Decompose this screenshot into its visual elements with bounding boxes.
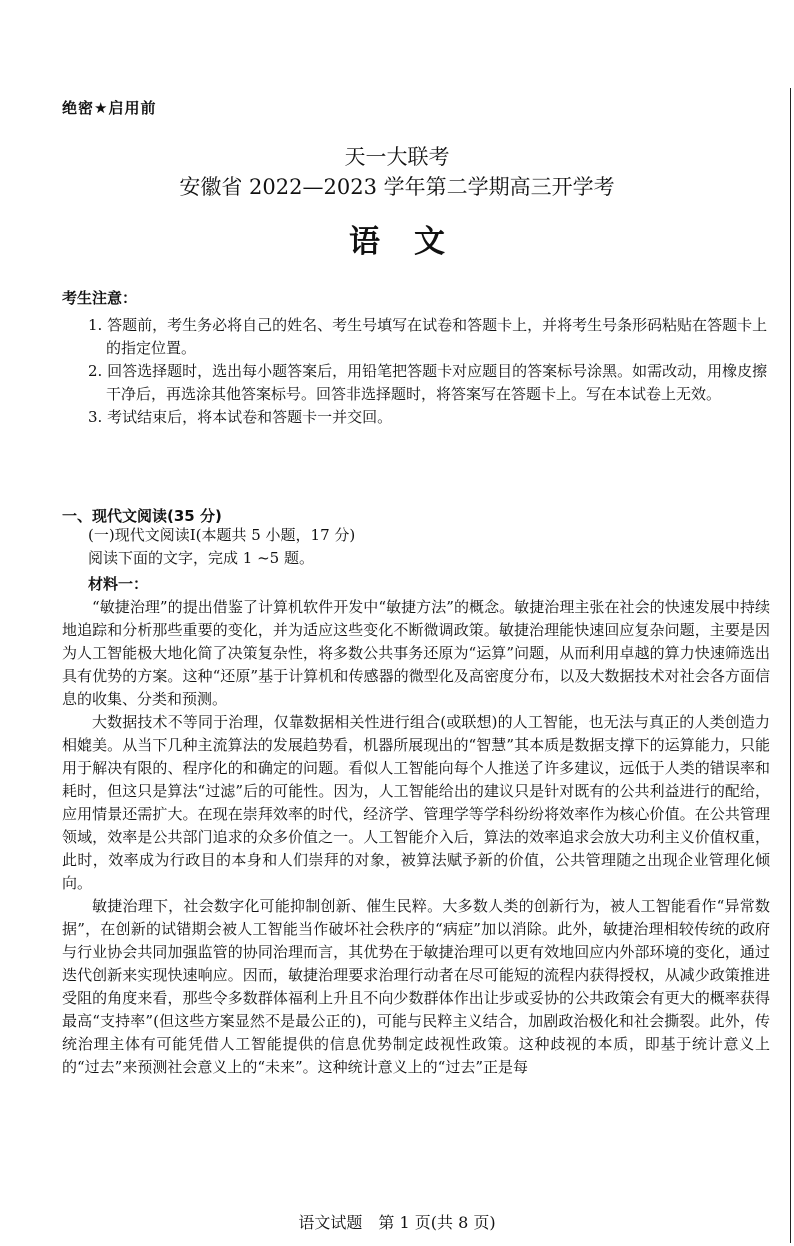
paragraph: 敏捷治理下，社会数字化可能抑制创新、催生民粹。大多数人类的创新行为，被人工智能看作“异常数据”，在创新的试错期会被人工智能当作破坏社会秩序的“病症”加以消除。此外，敏捷治理相较传统的政府与行业协会共同加强监管的协同治理而言，其优势在于敏捷治理可以更有效地回应内外部环境的变化，通过迭代创新来实现快速响应。因而，敏捷治理要求治理行动者在尽可能短的流程内获得授权，从减少政策推进受阻的角度来看，那些令多数群体福利上升且不向少数群体作出让步或妥协的公共政策会有更大的概率获得最高“支持率”(但这些方案显然不是最公正的)，可能与民粹主义结合，加剧政治极化和社会撕裂。此外，传统治理主体有可能凭借人工智能提供的信息优势制定歧视性政策。这种歧视的本质，即基于统计意义上的“过去”来预测社会意义上的“未来”。这种统计意义上的“过去”正是每	[62, 897, 770, 1076]
material-label: 材料一：	[88, 575, 149, 593]
section-title: 一、现代文阅读(35 分)	[62, 507, 222, 525]
notice-item: 1. 答题前，考生务必将自己的姓名、考生号填写在试卷和答题卡上，并将考生号条形码粘贴在答题卡上的指定位置。	[88, 316, 768, 357]
exam-organizer: 天一大联考	[344, 145, 450, 169]
reading-instruction: 阅读下面的文字，完成 1 ~5 题。	[88, 549, 314, 567]
subsection-title: (一)现代文阅读Ⅰ(本题共 5 小题，17 分)	[88, 526, 356, 544]
paragraph: 大数据技术不等同于治理，仅靠数据相关性进行组合(或联想)的人工智能，也无法与真正的人类创造力相媲美。从当下几种主流算法的发展趋势看，机器所展现出的“智慧”其本质是数据支撑下的运算能力，只能用于解决有限的、程序化的和确定的问题。看似人工智能向每个人推送了许多建议，远低于人类的错误率和耗时，但这只是算法“过滤”后的可能性。因为，人工智能给出的建议只是针对既有的公共利益进行的配给，应用情景还需扩大。在现在崇拜效率的时代，经济学、管理学等学科纷纷将效率作为核心价值。在公共管理领域，效率是公共部门追求的众多价值之一。人工智能介入后，算法的效率追求会放大功利主义价值权重，此时，效率成为行政目的本身和人们崇拜的对象，被算法赋予新的价值，公共管理随之出现企业管理化倾向。	[62, 713, 770, 892]
paragraph: “敏捷治理”的提出借鉴了计算机软件开发中“敏捷方法”的概念。敏捷治理主张在社会的快速发展中持续地追踪和分析那些重要的变化，并为适应这些变化不断微调政策。敏捷治理能快速回应复杂问题，主要是因为人工智能极大地化简了决策复杂性，将多数公共事务还原为“运算”问题，从而利用卓越的算力快速筛选出具有优势的方案。这种“还原”基于计算机和传感器的微型化及高密度分布，以及大数据技术对社会各方面信息的收集、分类和预测。	[62, 598, 770, 708]
confidential-label: 绝密★启用前	[62, 99, 157, 117]
page-footer: 语文试题 第 1 页(共 8 页)	[298, 1213, 496, 1232]
notice-item: 3. 考试结束后，将本试卷和答题卡一并交回。	[88, 408, 393, 426]
notice-title: 考生注意：	[62, 289, 138, 307]
material-text	[62, 596, 770, 1079]
exam-name: 安徽省 2022—2023 学年第二学期高三开学考	[179, 175, 615, 199]
notice-list	[62, 314, 768, 429]
page-margin-line	[790, 88, 791, 1243]
subject-title: 语文	[349, 224, 479, 260]
notice-item: 2. 回答选择题时，选出每小题答案后，用铅笔把答题卡对应题目的答案标号涂黑。如需改动，用橡皮擦干净后，再选涂其他答案标号。回答非选择题时，将答案写在答题卡上。写在本试卷上无效。	[88, 362, 768, 403]
